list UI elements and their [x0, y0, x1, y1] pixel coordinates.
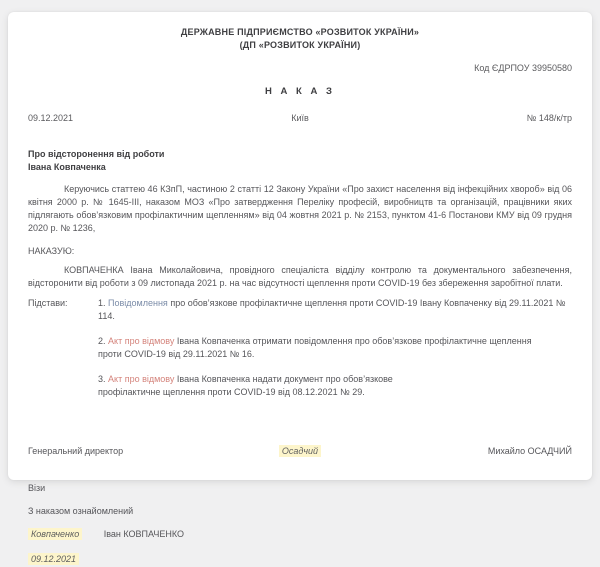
- acknowledger-row: [28, 529, 572, 539]
- acknowledger-name: Іван КОВПАЧЕНКО: [103, 529, 184, 539]
- edrpou-code: Код ЄДРПОУ 39950580: [474, 63, 572, 73]
- grounds-list: [98, 297, 572, 411]
- order-number: № 148/к/тр: [526, 113, 572, 123]
- ground-item-1: [98, 297, 572, 323]
- date-row: [28, 113, 572, 123]
- ground-item-3: [98, 373, 400, 399]
- grounds-section: [28, 297, 572, 411]
- signer-name: Михайло ОСАДЧИЙ: [487, 446, 572, 456]
- order-date: 09.12.2021: [28, 113, 74, 123]
- ground-link-refusal-act-1[interactable]: Акт про відмову: [108, 336, 175, 346]
- ground-item-2: [98, 335, 550, 361]
- order-document: [8, 12, 592, 564]
- preamble-paragraph: Керуючись статтею 46 КЗпП, частиною 2 статті 12 Закону України «Про захист населення від інфекційних хвороб» від 06 квітня 2000 р. № 1645-III, наказом МОЗ «Про затвердження Переліку професій, виробництв та організацій, працівники яких підлягають обов’язковим профілактичним щепленням» від 04 жовтня 2021 р. № 2153, пунктом 41-6 Постанови КМУ від 09 грудня 2020 р. № 1236,: [28, 184, 572, 233]
- ground-link-refusal-act-2[interactable]: Акт про відмову: [108, 374, 175, 384]
- ground-text: Івана Ковпаченка надати документ про обов’язкове профілактичне щеплення проти COVID-19 від 08.12.2021 № 29.: [98, 374, 393, 397]
- order-text-paragraph: КОВПАЧЕНКА Івана Миколайовича, провідного спеціаліста відділу контролю та документального забезпечення, відсторонити від роботи з 09 листопада 2021 р. на час відсутності щеплення проти COVID-19 без збереження заробітної плати.: [28, 265, 572, 288]
- order-subject: [28, 148, 572, 174]
- ground-number: 3.: [98, 374, 106, 384]
- signature-row: [28, 446, 572, 456]
- grounds-label: Підстави:: [28, 298, 68, 308]
- org-name: [28, 26, 572, 52]
- order-subject-line1: Про відсторонення від роботи: [28, 149, 165, 159]
- ground-number: 2.: [98, 336, 106, 346]
- signer-signature-field[interactable]: Осадчий: [279, 445, 321, 457]
- ground-text: Івана Ковпаченка отримати повідомлення про обов’язкове профілактичне щеплення проти COVID-19 від 29.11.2021 № 16.: [98, 336, 532, 359]
- acknowledgement-text: З наказом ознайомлений: [28, 506, 134, 516]
- acknowledgement-date-field[interactable]: 09.12.2021: [28, 553, 79, 565]
- ground-text: про обов’язкове профілактичне щеплення проти COVID-19 Івану Ковпаченку від 29.11.2021 № 114.: [98, 298, 566, 321]
- visas-title: Візи: [28, 483, 46, 493]
- ground-number: 1.: [98, 298, 106, 308]
- org-name-line1: ДЕРЖАВНЕ ПІДПРИЄМСТВО «РОЗВИТОК УКРАЇНИ»: [180, 27, 420, 37]
- ground-link-notification[interactable]: Повідомлення: [108, 298, 168, 308]
- signer-position: Генеральний директор: [28, 446, 124, 456]
- order-subject-line2: Івана Ковпаченка: [28, 162, 106, 172]
- org-name-line2: (ДП «РОЗВИТОК УКРАЇНИ): [239, 40, 361, 50]
- order-city: Київ: [291, 113, 309, 123]
- document-title: Н А К А З: [265, 86, 335, 97]
- order-word: НАКАЗУЮ:: [28, 246, 75, 256]
- acknowledger-signature-field[interactable]: Ковпаченко: [28, 528, 82, 540]
